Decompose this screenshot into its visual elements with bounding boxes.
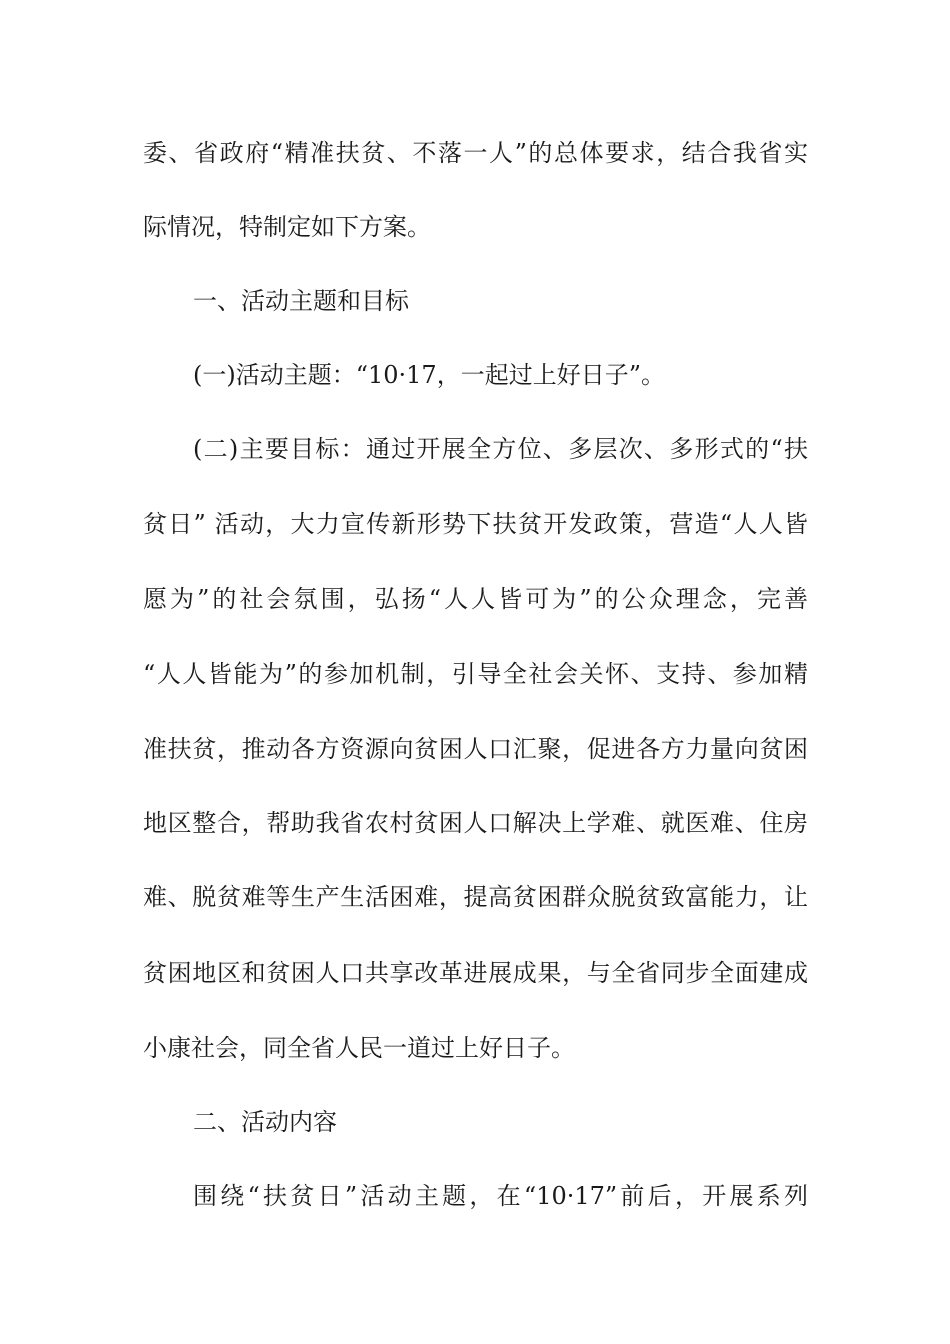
- paragraph-line: 小康社会，同全省人民一道过上好日子。: [143, 1034, 575, 1062]
- paragraph-line: (二)主要目标：通过开展全方位、多层次、多形式的“扶: [193, 435, 808, 463]
- paragraph-line: 围绕“扶贫日”活动主题，在“10·17”前后，开展系列: [193, 1182, 808, 1210]
- paragraph-line: 准扶贫，推动各方资源向贫困人口汇聚，促进各方力量向贫困: [143, 735, 808, 763]
- paragraph-line: 难、脱贫难等生产生活困难，提高贫困群众脱贫致富能力，让: [143, 883, 808, 911]
- paragraph-line: 地区整合，帮助我省农村贫困人口解决上学难、就医难、住房: [143, 809, 808, 837]
- section-heading: 一、活动主题和目标: [193, 287, 409, 315]
- paragraph-line: 委、省政府“精准扶贫、不落一人”的总体要求，结合我省实: [143, 139, 808, 167]
- paragraph-line: 际情况，特制定如下方案。: [143, 213, 431, 241]
- paragraph-line: 愿为”的社会氛围，弘扬“人人皆可为”的公众理念，完善: [143, 585, 808, 613]
- section-heading: 二、活动内容: [193, 1108, 337, 1136]
- paragraph-line: “人人皆能为”的参加机制，引导全社会关怀、支持、参加精: [143, 660, 808, 688]
- paragraph-line: 贫困地区和贫困人口共享改革进展成果，与全省同步全面建成: [143, 959, 808, 987]
- paragraph-line: 贫日” 活动，大力宣传新形势下扶贫开发政策，营造“人人皆: [143, 510, 808, 538]
- subsection-heading: (一)活动主题：“10·17，一起过上好日子”。: [193, 361, 665, 389]
